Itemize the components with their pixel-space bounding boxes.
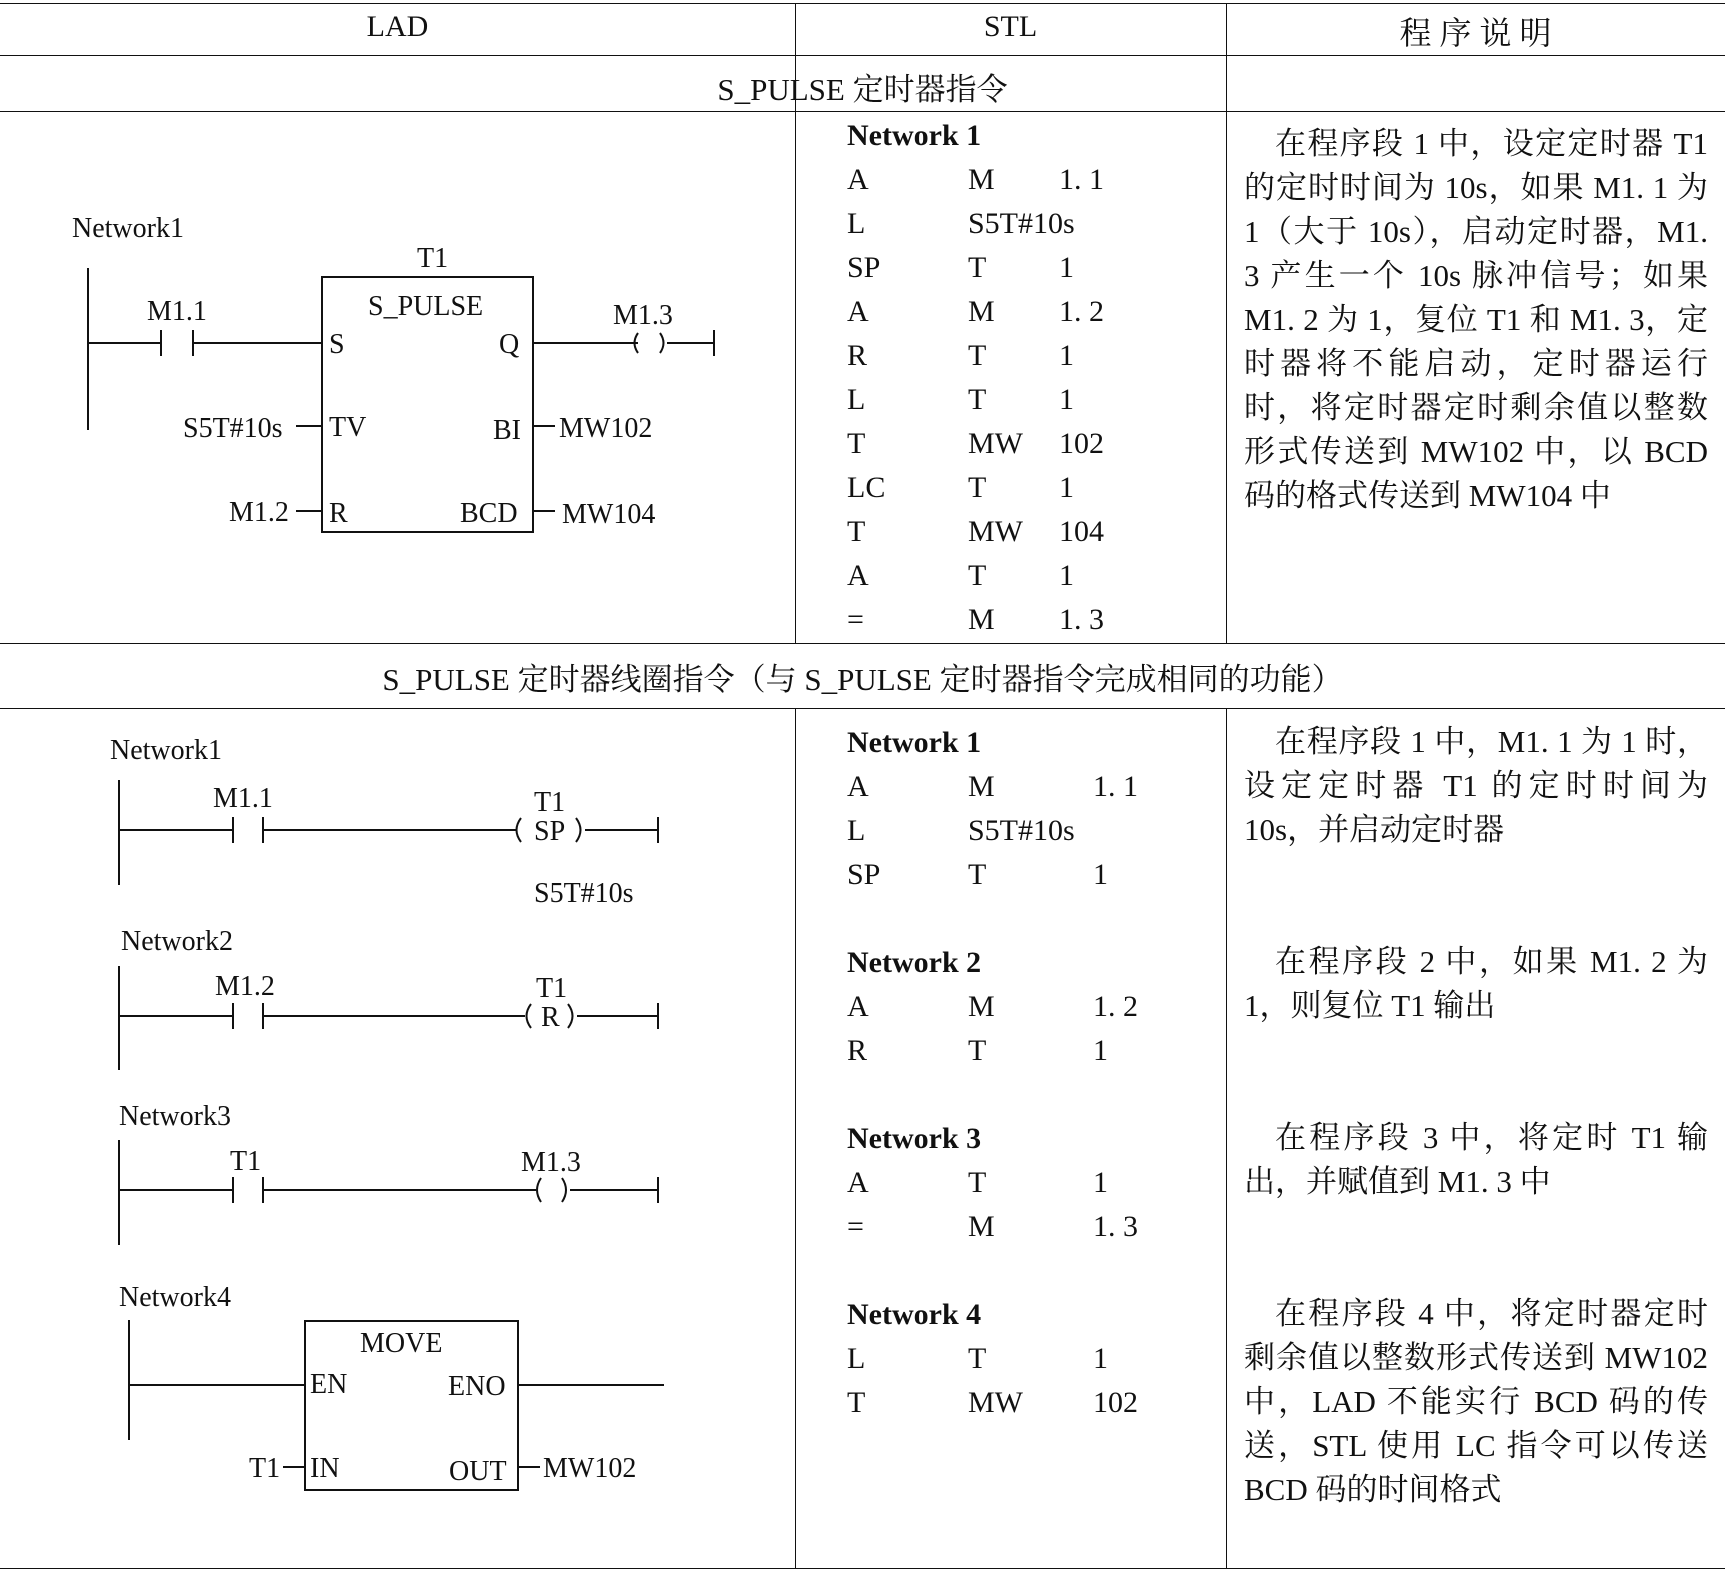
stl-section2-block4 [847, 1293, 1138, 1425]
stl-number: 102 [1093, 1386, 1138, 1419]
stl-operation: SP [847, 251, 881, 284]
stl-operation: R [847, 339, 868, 372]
stl-operation: L [847, 814, 866, 847]
lad2-n4-pin-in: IN [310, 1453, 340, 1484]
lad2-n4-out-value: MW102 [543, 1453, 637, 1484]
stl-operation: = [847, 603, 864, 636]
stl-number: 1 [1093, 1034, 1108, 1067]
stl-operation: T [847, 427, 866, 460]
lad2-n1-contact-label: M1.1 [213, 783, 273, 814]
stl-instruction-row [847, 290, 1104, 334]
column-divider-lad-stl [795, 708, 796, 1568]
lad1-bcd-output: MW104 [562, 499, 656, 530]
lad1-r-input: M1.2 [229, 497, 289, 528]
section2-description-1: 在程序段 1 中，M1. 1 为 1 时，设定定时器 T1 的定时时间为 10s，并启动定时器 [1244, 724, 1708, 847]
stl-operand: T [968, 251, 987, 284]
stl-instruction-row [847, 853, 1108, 897]
lad2-n3-coil-label: M1.3 [521, 1147, 581, 1178]
stl-instruction-row [847, 1205, 1138, 1249]
header-description: 程 序 说 明 [1399, 15, 1552, 51]
stl-number: 1 [1093, 1342, 1108, 1375]
section2-title: S_PULSE 定时器线圈指令（与 S_PULSE 定时器指令完成相同的功能） [382, 662, 1343, 697]
stl-number: 1 [1059, 559, 1074, 592]
lad2-n4-pin-eno: ENO [448, 1371, 506, 1402]
lad2-n2-network-label: Network2 [121, 926, 233, 957]
stl-operation: A [847, 770, 869, 803]
lad2-n1-value: S5T#10s [534, 878, 634, 909]
stl-instruction-row [847, 1381, 1138, 1425]
stl-instruction-row [847, 246, 1074, 290]
stl-number: 1. 1 [1093, 770, 1138, 803]
lad-diagrams [0, 0, 795, 1571]
stl-operand: M [968, 603, 995, 636]
stl-operation: A [847, 163, 869, 196]
stl-operand: MW [968, 515, 1023, 548]
stl-section2-block1 [847, 721, 1138, 897]
lad2-n4-network-label: Network4 [119, 1282, 231, 1313]
stl-number: 102 [1059, 427, 1104, 460]
stl-instruction-row [847, 809, 1075, 853]
stl-network-title: Network 4 [847, 1298, 982, 1331]
lad1-coil-label: M1.3 [613, 300, 673, 331]
stl-instruction-row [847, 1161, 1108, 1205]
lad2-n2-contact-label: M1.2 [215, 971, 275, 1002]
lad2-n4-pin-en: EN [310, 1369, 348, 1400]
lad2-n4-pin-out: OUT [449, 1456, 507, 1487]
stl-operation: A [847, 295, 869, 328]
stl-instruction-row [847, 1337, 1108, 1381]
section2-description-4: 在程序段 4 中，将定时器定时剩余值以整数形式传送到 MW102 中，LAD 不能实行 BCD 码的传送，STL 使用 LC 指令可以传送 BCD 码的时间格式 [1244, 1296, 1708, 1507]
lad1-box-title: S_PULSE [368, 291, 484, 322]
stl-operand: T [968, 383, 987, 416]
column-divider-lad-stl [795, 111, 796, 643]
stl-operand: MW [968, 1386, 1023, 1419]
lad1-pin-bcd: BCD [460, 498, 518, 529]
stl-section2-block3 [847, 1117, 1138, 1249]
stl-network-title: Network 1 [847, 726, 982, 759]
stl-operation: A [847, 559, 869, 592]
lad2-n4-box-title: MOVE [360, 1328, 443, 1359]
stl-number: 1. 1 [1059, 163, 1104, 196]
section2-description-2: 在程序段 2 中，如果 M1. 2 为 1，则复位 T1 输出 [1244, 944, 1708, 1023]
stl-operand: T [968, 1166, 987, 1199]
lad1-contact-label: M1.1 [147, 296, 207, 327]
stl-operand: M [968, 1210, 995, 1243]
stl-number: 1 [1093, 1166, 1108, 1199]
stl-number: 1. 2 [1059, 295, 1104, 328]
stl-number: 1 [1059, 251, 1074, 284]
lad2-n1-coil-label: T1 [534, 787, 566, 818]
stl-section1 [847, 114, 1104, 642]
stl-operation: L [847, 383, 866, 416]
stl-operand: S5T#10s [968, 207, 1075, 240]
stl-operation: T [847, 1386, 866, 1419]
lad1-pin-tv: TV [329, 412, 367, 443]
section1-title: S_PULSE 定时器指令 [717, 72, 1008, 107]
stl-operand: T [968, 858, 987, 891]
lad2-n3-contact-label: T1 [230, 1146, 262, 1177]
stl-operand: T [968, 559, 987, 592]
stl-number: 1 [1059, 339, 1074, 372]
header-stl: STL [983, 10, 1038, 43]
lad2-n1-coil-text: SP [534, 816, 566, 847]
stl-number: 1 [1059, 383, 1074, 416]
stl-instruction-row [847, 466, 1074, 510]
lad1-timer-label: T1 [417, 243, 449, 274]
lad2-n2-coil-text: R [541, 1002, 560, 1033]
header-lad: LAD [366, 10, 429, 43]
lad1-tv-value: S5T#10s [183, 413, 283, 444]
stl-section2-block2 [847, 941, 1138, 1073]
lad2-n1-network-label: Network1 [110, 735, 222, 766]
lad1-pin-s: S [329, 329, 345, 360]
stl-operation: A [847, 990, 869, 1023]
stl-operation: = [847, 1210, 864, 1243]
stl-instruction-row [847, 1029, 1108, 1073]
stl-operand: M [968, 295, 995, 328]
stl-number: 104 [1059, 515, 1104, 548]
section2-description-3: 在程序段 3 中，将定时 T1 输出，并赋值到 M1. 3 中 [1244, 1120, 1708, 1199]
lad2-n4-in-value: T1 [249, 1453, 281, 1484]
lad1-pin-q: Q [499, 329, 520, 360]
stl-network-title: Network 1 [847, 119, 982, 152]
stl-instruction-row [847, 378, 1074, 422]
stl-operand: MW [968, 427, 1023, 460]
column-divider-stl-desc [1226, 708, 1227, 1568]
lad1-pin-bi: BI [493, 415, 521, 446]
stl-operand: M [968, 163, 995, 196]
stl-number: 1 [1093, 858, 1108, 891]
lad1-network-label: Network1 [72, 213, 184, 244]
stl-instruction-row [847, 598, 1104, 642]
stl-instruction-row [847, 422, 1104, 466]
lad2-n2-coil-label: T1 [536, 973, 568, 1004]
stl-instruction-row [847, 554, 1074, 598]
stl-operand: S5T#10s [968, 814, 1075, 847]
stl-operation: L [847, 1342, 866, 1375]
stl-operation: T [847, 515, 866, 548]
stl-operand: T [968, 339, 987, 372]
stl-number: 1. 3 [1059, 603, 1104, 636]
stl-operation: A [847, 1166, 869, 1199]
stl-operand: M [968, 990, 995, 1023]
lad1-pin-r: R [329, 498, 348, 529]
stl-operand: M [968, 770, 995, 803]
stl-operand: T [968, 471, 987, 504]
stl-instruction-row [847, 510, 1104, 554]
lad1-bi-output: MW102 [559, 413, 653, 444]
stl-operation: SP [847, 858, 881, 891]
stl-instruction-row [847, 985, 1138, 1029]
stl-instruction-row [847, 334, 1074, 378]
stl-operation: L [847, 207, 866, 240]
stl-instruction-row [847, 765, 1138, 809]
stl-number: 1. 2 [1093, 990, 1138, 1023]
stl-operand: T [968, 1342, 987, 1375]
stl-operation: R [847, 1034, 868, 1067]
stl-operation: LC [847, 471, 886, 504]
stl-network-title: Network 3 [847, 1122, 982, 1155]
stl-network-title: Network 2 [847, 946, 982, 979]
section1-description: 在程序段 1 中，设定定时器 T1 的定时时间为 10s，如果 M1. 1 为 1（大于 10s），启动定时器，M1. 3 产生一个 10s 脉冲信号；如果 M1. 2 为 1，复位 T1 和 M1. 3，定时器将不能启动，定时器运行时，将定时器定时剩余值以整数形式传送到 MW102 中，以 BCD 码的格式传送到 MW104 中 [1244, 126, 1708, 513]
stl-number: 1 [1059, 471, 1074, 504]
column-divider-stl-desc [1226, 111, 1227, 643]
lad2-n3-network-label: Network3 [119, 1101, 231, 1132]
stl-operand: T [968, 1034, 987, 1067]
stl-number: 1. 3 [1093, 1210, 1138, 1243]
stl-instruction-row [847, 202, 1075, 246]
stl-instruction-row [847, 158, 1104, 202]
